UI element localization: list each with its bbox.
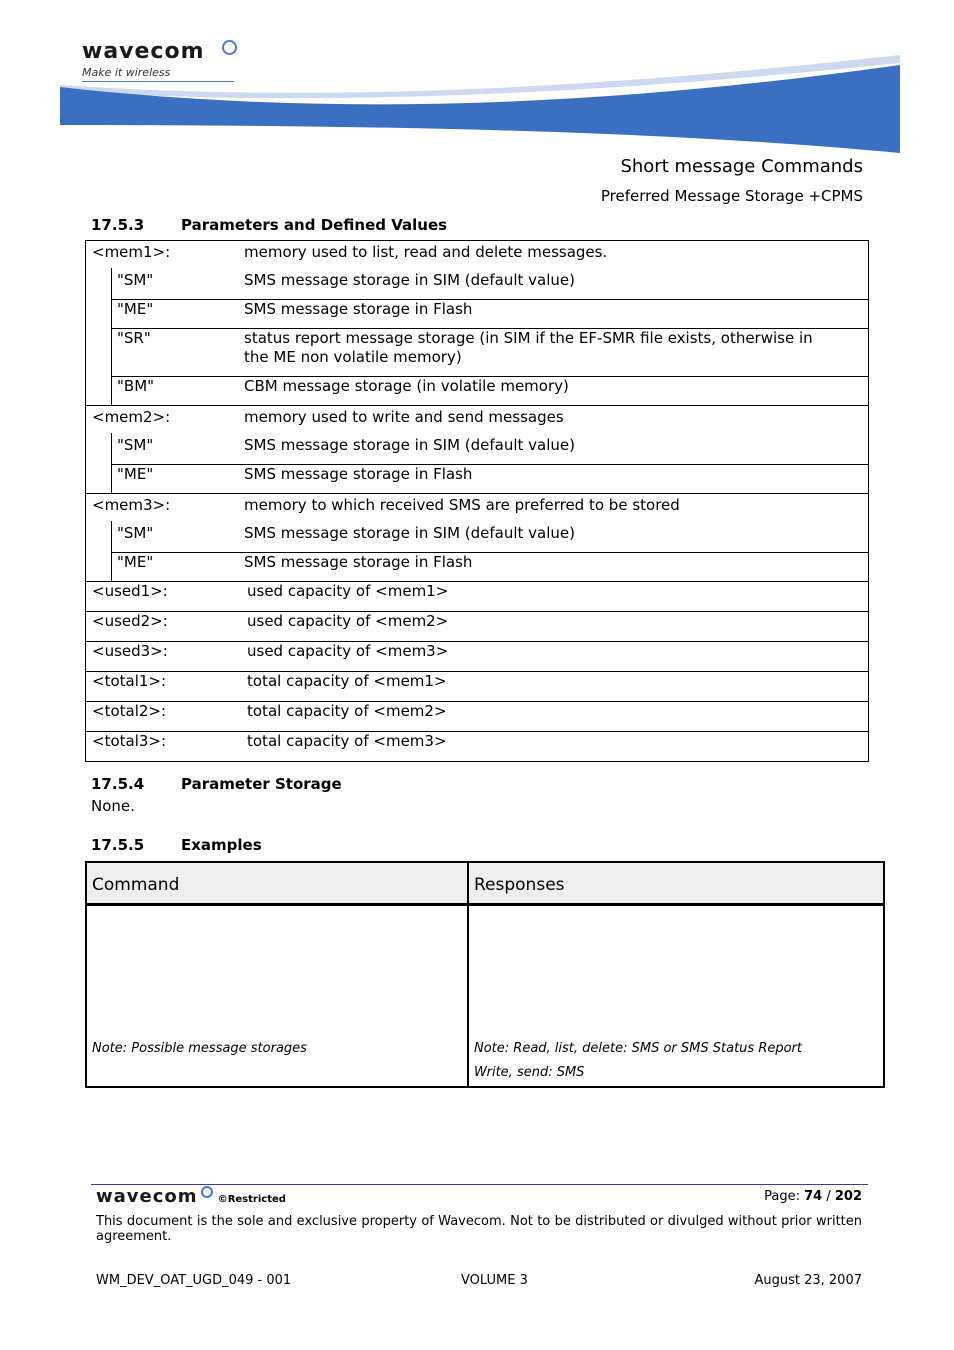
response-note-1: Note: Read, list, delete: SMS or SMS Status Report <box>474 1041 802 1056</box>
value-row <box>112 268 869 300</box>
param-name: <mem2>: <box>92 408 171 426</box>
value-row <box>112 465 869 494</box>
command-cell <box>86 905 468 1088</box>
logo-swirl-icon <box>222 40 237 55</box>
value-row <box>112 329 869 377</box>
param-row-total3 <box>86 732 869 762</box>
column-header-command: Command <box>86 862 468 905</box>
page-title: Short message Commands <box>620 156 863 177</box>
section-number: 17.5.4 <box>91 775 145 793</box>
param-description: total capacity of <mem3> <box>247 732 447 750</box>
section-heading-params <box>91 216 447 234</box>
param-group-mem1 <box>86 241 869 406</box>
footer-logo <box>96 1186 286 1207</box>
banner-main-swoosh <box>60 65 900 153</box>
value-list <box>111 433 868 493</box>
section-heading-storage <box>91 775 342 793</box>
param-description: used capacity of <mem1> <box>247 582 449 600</box>
footer-notice: This document is the sole and exclusive property of Wavecom. Not to be distributed or divulged without prior written agreement. <box>96 1214 862 1244</box>
param-description: used capacity of <mem2> <box>247 612 449 630</box>
restricted-label: ©Restricted <box>217 1194 286 1205</box>
value-code: "SM" <box>112 521 245 553</box>
header-banner <box>60 55 902 155</box>
value-code: "SM" <box>112 433 245 465</box>
response-note-2: Write, send: SMS <box>474 1065 585 1080</box>
section-heading-examples <box>91 836 262 854</box>
doc-date: August 23, 2007 <box>754 1273 862 1288</box>
examples-row <box>86 905 884 1088</box>
column-header-responses: Responses <box>468 862 884 905</box>
value-row <box>112 300 869 329</box>
section-title: Examples <box>181 836 262 854</box>
param-description: memory used to list, read and delete messages. <box>244 243 608 261</box>
param-description: total capacity of <mem2> <box>247 702 447 720</box>
value-code: "ME" <box>112 465 245 494</box>
value-row <box>112 553 869 582</box>
footer-swirl-icon <box>201 1186 213 1198</box>
command-note: Note: Possible message storages <box>92 1041 307 1056</box>
volume: VOLUME 3 <box>461 1273 528 1288</box>
value-list <box>111 521 868 581</box>
param-description: memory used to write and send messages <box>244 408 564 426</box>
param-name: <total1>: <box>92 672 167 690</box>
param-name: <used2>: <box>92 612 168 630</box>
value-code: "SR" <box>112 329 245 377</box>
value-code: "SM" <box>112 268 245 300</box>
value-code: "ME" <box>112 300 245 329</box>
brand-tagline: Make it wireless <box>82 66 234 82</box>
value-description: SMS message storage in Flash <box>244 465 473 483</box>
value-row <box>112 377 869 406</box>
value-list <box>111 268 868 405</box>
section-number: 17.5.3 <box>91 216 145 234</box>
param-description: memory to which received SMS are preferred to be stored <box>244 496 680 514</box>
param-group-mem2 <box>86 406 869 494</box>
value-row <box>112 433 869 465</box>
param-description: total capacity of <mem1> <box>247 672 447 690</box>
param-row-total1 <box>86 672 869 702</box>
footer-rule <box>91 1184 868 1185</box>
page-subtitle: Preferred Message Storage +CPMS <box>600 187 863 205</box>
param-name: <mem1>: <box>92 243 171 261</box>
page-indicator: Page: 74 / 202 <box>764 1189 862 1204</box>
value-description: SMS message storage in Flash <box>244 553 473 571</box>
param-group-mem3 <box>86 494 869 582</box>
footer-brand-text: wavecom <box>96 1186 198 1207</box>
value-description: SMS message storage in Flash <box>244 300 473 318</box>
section-title: Parameter Storage <box>181 775 342 793</box>
page-label: Page: <box>764 1189 800 1204</box>
value-description: CBM message storage (in volatile memory) <box>244 377 569 395</box>
page-number: 74 <box>804 1189 823 1204</box>
page-total: 202 <box>834 1189 862 1204</box>
param-description: used capacity of <mem3> <box>247 642 449 660</box>
param-name: <used1>: <box>92 582 168 600</box>
param-name: <used3>: <box>92 642 168 660</box>
param-row-total2 <box>86 702 869 732</box>
storage-body: None. <box>91 797 135 815</box>
doc-id: WM_DEV_OAT_UGD_049 - 001 <box>96 1273 292 1288</box>
parameters-table <box>85 240 869 762</box>
examples-table <box>85 861 885 1088</box>
param-name: <total2>: <box>92 702 167 720</box>
param-name: <mem3>: <box>92 496 171 514</box>
value-code: "ME" <box>112 553 245 582</box>
value-description: SMS message storage in SIM (default value) <box>244 436 576 454</box>
section-number: 17.5.5 <box>91 836 145 854</box>
param-row-used2 <box>86 612 869 642</box>
param-row-used1 <box>86 582 869 612</box>
param-name: <total3>: <box>92 732 167 750</box>
param-row-used3 <box>86 642 869 672</box>
brand-logo-text: wavecom <box>82 39 205 64</box>
response-cell <box>468 905 884 1088</box>
value-code: "BM" <box>112 377 245 406</box>
examples-header-row <box>86 862 884 905</box>
value-row <box>112 521 869 553</box>
value-description: SMS message storage in SIM (default value) <box>244 524 576 542</box>
value-description: status report message storage (in SIM if the EF-SMR file exists, otherwise in the ME non volatile memory) <box>244 329 813 366</box>
section-title: Parameters and Defined Values <box>181 216 448 234</box>
value-description: SMS message storage in SIM (default value) <box>244 271 576 289</box>
